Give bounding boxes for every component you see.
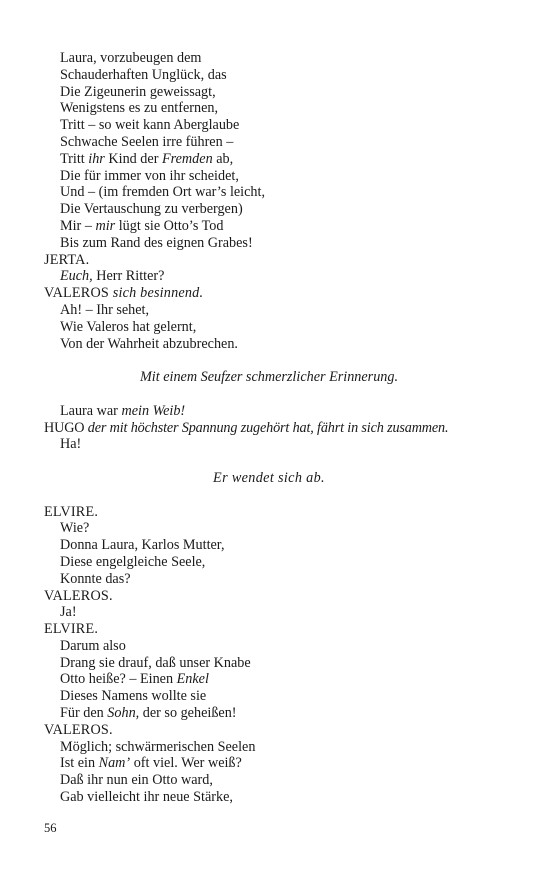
verse-line (44, 201, 484, 218)
verse-line (44, 84, 484, 101)
verse-line (44, 688, 484, 705)
verse-line (44, 100, 484, 117)
verse-line (44, 604, 484, 621)
verse-line (44, 117, 484, 134)
verse-line (44, 755, 484, 772)
text-run: Von der Wahrheit abzubrechen. (60, 335, 238, 352)
verse-line (44, 184, 484, 201)
text-run: VALEROS (44, 285, 113, 302)
text-run: Er wendet sich ab. (213, 469, 325, 486)
text-run: ab, (212, 150, 234, 167)
text-run: Und – (im fremden Ort war’s leicht, (60, 184, 266, 201)
text-run: ELVIRE. (44, 621, 99, 638)
text-run: Die Zigeunerin geweissagt, (60, 83, 216, 100)
verse-line (44, 739, 484, 756)
italic-text: Enkel (176, 671, 209, 688)
text-run: Laura war (60, 402, 122, 419)
italic-text: mein Weib! (121, 402, 186, 419)
play-text-body (44, 50, 484, 806)
verse-line (44, 235, 484, 252)
text-run: HUGO (44, 419, 88, 436)
text-run: lügt sie Otto’s Tod (115, 217, 224, 234)
italic-text: Euch, (60, 268, 93, 285)
text-run: Laura, vorzubeugen dem (60, 50, 202, 66)
verse-line (44, 151, 484, 168)
text-run: Darum also (60, 637, 126, 654)
text-run: Tritt (60, 150, 89, 167)
stage-direction (44, 470, 484, 487)
speaker-line (44, 588, 484, 605)
speaker-line (44, 504, 484, 521)
text-run: Mit einem Seufzer schmerzlicher Erinnerung. (139, 369, 399, 386)
text-run: Herr Ritter? (92, 268, 165, 285)
text-run: Möglich; schwärmerischen Seelen (60, 738, 256, 755)
verse-line (44, 789, 484, 806)
text-run: Die für immer von ihr scheidet, (60, 167, 239, 184)
text-run: Bis zum Rand des eignen Grabes! (60, 234, 253, 251)
text-run: Kind der (104, 150, 162, 167)
blank-line (44, 487, 484, 504)
text-run: Mir – (60, 217, 96, 234)
verse-line (44, 554, 484, 571)
text-run: Gab vielleicht ihr neue Stärke, (60, 789, 233, 806)
verse-line (44, 50, 484, 67)
italic-text: Fremden (161, 150, 213, 167)
verse-line (44, 772, 484, 789)
text-run: Konnte das? (60, 570, 131, 587)
verse-line (44, 436, 484, 453)
text-run: Ha! (60, 436, 82, 453)
italic-text: ihr (88, 150, 105, 167)
verse-line (44, 168, 484, 185)
text-run: Otto heiße? – Einen (60, 671, 177, 688)
stage-direction (44, 369, 484, 386)
verse-line (44, 268, 484, 285)
verse-line (44, 671, 484, 688)
text-run: Wie Valeros hat gelernt, (60, 318, 197, 335)
text-run: Dieses Namens wollte sie (60, 688, 207, 705)
verse-line (44, 218, 484, 235)
speaker-line (44, 621, 484, 638)
text-run: Ja! (60, 604, 77, 621)
blank-line (44, 386, 484, 403)
verse-line (44, 336, 484, 353)
speaker-line (44, 285, 484, 302)
text-run: Wie? (60, 520, 90, 537)
text-run: der so geheißen! (139, 705, 237, 722)
verse-line (44, 134, 484, 151)
text-run: Für den (60, 705, 108, 722)
text-run: oft viel. Wer weiß? (130, 755, 242, 772)
text-run: JERTA. (44, 251, 90, 268)
text-run: VALEROS. (44, 587, 113, 604)
verse-line (44, 638, 484, 655)
text-run: Drang sie drauf, daß unser Knabe (60, 654, 251, 671)
blank-line (44, 453, 484, 470)
italic-text: Nam’ (98, 755, 131, 772)
verse-line (44, 520, 484, 537)
text-run: Daß ihr nun ein Otto ward, (60, 772, 213, 789)
italic-text: mir (95, 217, 116, 234)
verse-line (44, 302, 484, 319)
text-run: Die Vertauschung zu verbergen) (60, 201, 243, 218)
text-run: Wenigstens es zu entfernen, (60, 100, 219, 117)
verse-line (44, 705, 484, 722)
text-run: VALEROS. (44, 721, 113, 738)
text-run: Schauderhaften Unglück, das (60, 66, 227, 83)
text-run: Donna Laura, Karlos Mutter, (60, 537, 225, 554)
speaker-line (44, 722, 484, 739)
italic-text: sich besinnend. (112, 285, 204, 302)
blank-line (44, 352, 484, 369)
page-number: 56 (44, 821, 57, 835)
verse-line (44, 319, 484, 336)
text-run: Ist ein (60, 755, 99, 772)
italic-text: Sohn, (107, 705, 140, 722)
text-run: Diese engelgleiche Seele, (60, 553, 206, 570)
italic-text: der mit höchster Spannung zugehört hat, fährt in sich zusammen. (87, 419, 449, 436)
text-run: Ah! – Ihr sehet, (60, 301, 150, 318)
text-run: Tritt – so weit kann Aberglaube (60, 117, 240, 134)
text-run: Schwache Seelen irre führen – (60, 133, 234, 150)
verse-line (44, 655, 484, 672)
speaker-line (44, 252, 484, 269)
verse-line (44, 67, 484, 84)
verse-line (44, 537, 484, 554)
verse-line (44, 403, 484, 420)
text-run: ELVIRE. (44, 503, 99, 520)
speaker-line (44, 420, 484, 437)
verse-line (44, 571, 484, 588)
